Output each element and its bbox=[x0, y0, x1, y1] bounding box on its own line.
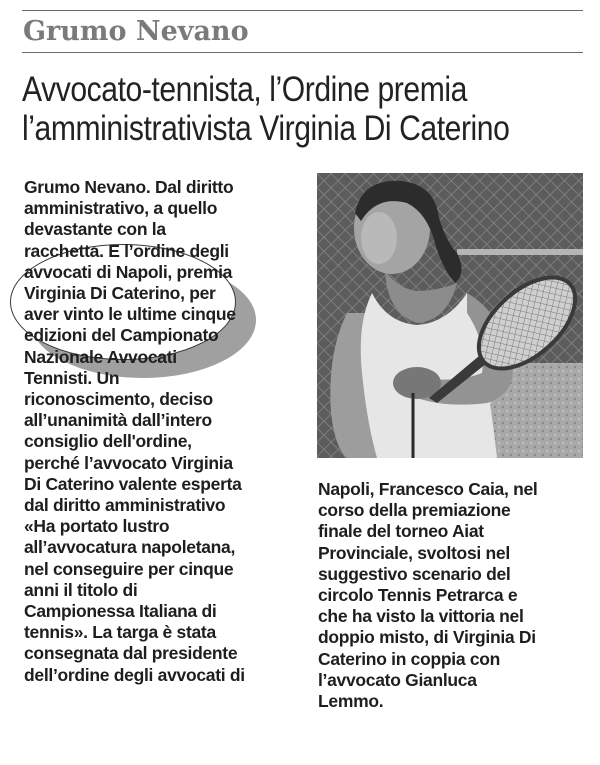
text-line: Napoli, Francesco Caia, nel bbox=[318, 479, 538, 499]
text-line: Tennisti. Un bbox=[24, 367, 120, 388]
text-line: corso della premiazione bbox=[318, 500, 511, 521]
section-rule bbox=[22, 52, 583, 53]
text-line: Di Caterino valente esperta bbox=[24, 473, 242, 494]
text-line: racchetta. E l’ordine degli bbox=[24, 240, 229, 261]
text-line: amministrativo, a quello bbox=[24, 198, 218, 219]
text-line: Virginia Di Caterino, per bbox=[24, 283, 216, 304]
text-line: che ha visto la vittoria nel bbox=[318, 606, 524, 627]
text-line: Lemmo. bbox=[318, 691, 384, 712]
text-line: l’avvocato Gianluca bbox=[318, 669, 477, 690]
tennis-player-photo bbox=[317, 173, 583, 458]
text-line: Nazionale Avvocati bbox=[24, 346, 177, 367]
headline-line-1: Avvocato-tennista, l’Ordine premia bbox=[22, 70, 467, 109]
text-line: tennis». La targa è stata bbox=[24, 622, 216, 643]
text-line: suggestivo scenario del bbox=[318, 563, 511, 584]
text-line: perché l’avvocato Virginia bbox=[24, 452, 233, 473]
text-line: all’avvocatura napoletana, bbox=[24, 537, 236, 558]
text-line: «Ha portato lustro bbox=[24, 516, 170, 537]
article-column-left bbox=[24, 177, 245, 686]
text-line: avvocati di Napoli, premia bbox=[24, 261, 233, 282]
text-line: consiglio dell'ordine, bbox=[24, 431, 192, 452]
text-line: Caterino in coppia con bbox=[318, 648, 501, 669]
text-line: consegnata dal presidente bbox=[24, 643, 238, 664]
headline bbox=[22, 70, 521, 148]
text-line: dal diritto amministrativo bbox=[24, 495, 226, 516]
text-line: riconoscimento, deciso bbox=[24, 389, 213, 410]
text-line: nel conseguire per cinque bbox=[24, 558, 234, 579]
top-rule bbox=[22, 10, 583, 11]
headline-line-2: l’amministrativista Virginia Di Caterino bbox=[22, 109, 510, 148]
section-title: Grumo Nevano bbox=[23, 16, 249, 47]
article-column-right bbox=[318, 479, 537, 712]
text-line: edizioni del Campionato bbox=[24, 325, 219, 346]
text-line: finale del torneo Aiat bbox=[318, 521, 484, 542]
text-line: Provinciale, svoltosi nel bbox=[318, 542, 510, 563]
text-line: all’unanimità dall’intero bbox=[24, 410, 212, 431]
text-line: doppio misto, di Virginia Di bbox=[318, 627, 536, 648]
text-line: aver vinto le ultime cinque bbox=[24, 304, 236, 325]
text-line: circolo Tennis Petrarca e bbox=[318, 585, 518, 606]
text-line: anni il titolo di bbox=[24, 579, 138, 600]
text-line: dell’ordine degli avvocati di bbox=[24, 664, 245, 685]
text-line: Grumo Nevano. Dal diritto bbox=[24, 177, 234, 197]
text-line: devastante con la bbox=[24, 219, 166, 240]
text-line: Campionessa Italiana di bbox=[24, 601, 217, 622]
